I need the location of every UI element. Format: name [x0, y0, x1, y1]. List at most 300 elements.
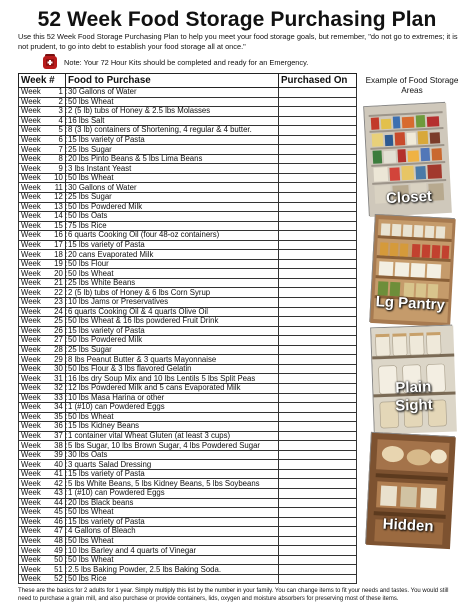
- purchased-on-cell[interactable]: [279, 431, 357, 441]
- header-purchased: Purchased On: [279, 74, 357, 88]
- week-label: Week: [21, 287, 41, 297]
- purchased-on-cell[interactable]: [279, 317, 357, 327]
- week-label: Week: [21, 163, 41, 173]
- table-row: [19, 364, 357, 374]
- purchased-on-cell[interactable]: [279, 259, 357, 269]
- table-row: [19, 135, 357, 145]
- week-colon: :: [62, 173, 68, 183]
- week-cell: [19, 240, 66, 250]
- food-cell: 3 lbs Instant Yeast: [66, 164, 279, 174]
- week-cell: [19, 202, 66, 212]
- week-colon: :: [62, 507, 68, 517]
- kit-note: Note: Your 72 Hour Kits should be completed and ready for an Emergency.: [64, 58, 309, 67]
- week-label: Week: [21, 154, 41, 164]
- table-row: [19, 212, 357, 222]
- week-number: 21: [54, 278, 63, 288]
- purchased-on-cell[interactable]: [279, 193, 357, 203]
- week-label: Week: [21, 364, 41, 374]
- week-label: Week: [21, 574, 41, 584]
- week-number: 28: [54, 345, 63, 355]
- purchased-on-cell[interactable]: [279, 107, 357, 117]
- food-cell: 2 (5 lb) tubs of Honey & 2.5 lbs Molasses: [66, 107, 279, 117]
- table-row: [19, 527, 357, 537]
- purchased-on-cell[interactable]: [279, 469, 357, 479]
- purchased-on-cell[interactable]: [279, 288, 357, 298]
- purchased-on-cell[interactable]: [279, 345, 357, 355]
- food-cell: 20 lbs Pinto Beans & 5 lbs Lima Beans: [66, 154, 279, 164]
- week-label: Week: [21, 173, 41, 183]
- week-label: Week: [21, 507, 41, 517]
- week-number: 46: [54, 516, 63, 526]
- purchased-on-cell[interactable]: [279, 383, 357, 393]
- purchased-on-cell[interactable]: [279, 374, 357, 384]
- table-row: [19, 488, 357, 498]
- table-row: [19, 422, 357, 432]
- week-colon: :: [62, 430, 68, 440]
- week-number: 26: [54, 325, 63, 335]
- week-number: 45: [54, 507, 63, 517]
- purchased-on-cell[interactable]: [279, 536, 357, 546]
- week-label: Week: [21, 526, 41, 536]
- week-colon: :: [62, 411, 68, 421]
- week-cell: [19, 469, 66, 479]
- week-cell: [19, 183, 66, 193]
- week-colon: :: [62, 354, 68, 364]
- week-cell: [19, 393, 66, 403]
- table-row: [19, 221, 357, 231]
- week-number: 17: [54, 240, 63, 250]
- food-cell: 15 lbs variety of Pasta: [66, 240, 279, 250]
- purchased-on-cell[interactable]: [279, 479, 357, 489]
- week-number: 4: [58, 115, 63, 125]
- week-cell: [19, 364, 66, 374]
- food-cell: 1 container vital Wheat Gluten (at least 3 cups): [66, 431, 279, 441]
- food-cell: 5 lbs White Beans, 5 lbs Kidney Beans, 5 lbs Soybeans: [66, 479, 279, 489]
- plain-sight-caption: [373, 378, 454, 417]
- week-colon: :: [62, 163, 68, 173]
- week-colon: :: [62, 402, 68, 412]
- week-label: Week: [21, 192, 41, 202]
- purchased-on-cell[interactable]: [279, 250, 357, 260]
- week-number: 32: [54, 383, 63, 393]
- week-colon: :: [62, 96, 68, 106]
- table-row: [19, 288, 357, 298]
- plain-sight-caption-text: Plain Sight: [394, 378, 433, 415]
- week-colon: :: [62, 392, 68, 402]
- week-colon: :: [62, 555, 68, 565]
- purchased-on-cell[interactable]: [279, 145, 357, 155]
- food-cell: 15 lbs variety of Pasta: [66, 469, 279, 479]
- purchased-on-cell[interactable]: [279, 326, 357, 336]
- table-row: [19, 97, 357, 107]
- purchased-on-cell[interactable]: [279, 240, 357, 250]
- week-cell: [19, 460, 66, 470]
- emergency-kit-icon: [41, 52, 59, 70]
- week-cell: [19, 221, 66, 231]
- food-cell: 50 lbs Wheat: [66, 97, 279, 107]
- purchased-on-cell[interactable]: [279, 336, 357, 346]
- week-cell: [19, 193, 66, 203]
- week-cell: [19, 374, 66, 384]
- purchased-on-cell[interactable]: [279, 88, 357, 98]
- food-cell: 30 lbs Oats: [66, 450, 279, 460]
- week-label: Week: [21, 345, 41, 355]
- week-cell: [19, 383, 66, 393]
- table-row: [19, 546, 357, 556]
- table-row: [19, 88, 357, 98]
- week-label: Week: [21, 115, 41, 125]
- week-number: 8: [58, 154, 63, 164]
- week-label: Week: [21, 545, 41, 555]
- week-colon: :: [62, 259, 68, 269]
- closet-caption: Closet: [385, 187, 433, 208]
- purchased-on-cell[interactable]: [279, 460, 357, 470]
- food-cell: 1 (#10) can Powdered Eggs: [66, 403, 279, 413]
- table-row: [19, 202, 357, 212]
- week-cell: [19, 508, 66, 518]
- purchased-on-cell[interactable]: [279, 355, 357, 365]
- week-label: Week: [21, 402, 41, 412]
- table-row: [19, 441, 357, 451]
- week-cell: [19, 479, 66, 489]
- week-colon: :: [62, 316, 68, 326]
- week-cell: [19, 422, 66, 432]
- table-row: [19, 126, 357, 136]
- week-number: 27: [54, 335, 63, 345]
- week-number: 39: [54, 450, 63, 460]
- purchased-on-cell[interactable]: [279, 183, 357, 193]
- week-cell: [19, 317, 66, 327]
- food-cell: 25 lbs Sugar: [66, 345, 279, 355]
- week-cell: [19, 259, 66, 269]
- week-colon: :: [62, 287, 68, 297]
- food-cell: 8 (3 lb) containers of Shortening, 4 regular & 4 butter.: [66, 126, 279, 136]
- purchased-on-cell[interactable]: [279, 116, 357, 126]
- purchasing-plan-table: [18, 73, 357, 584]
- week-label: Week: [21, 182, 41, 192]
- week-cell: [19, 517, 66, 527]
- week-colon: :: [62, 421, 68, 431]
- week-label: Week: [21, 249, 41, 259]
- week-label: Week: [21, 144, 41, 154]
- table-row: [19, 326, 357, 336]
- week-label: Week: [21, 497, 41, 507]
- food-cell: 50 lbs Flour: [66, 259, 279, 269]
- purchased-on-cell[interactable]: [279, 555, 357, 565]
- purchased-on-cell[interactable]: [279, 269, 357, 279]
- purchased-on-cell[interactable]: [279, 450, 357, 460]
- week-number: 7: [58, 144, 63, 154]
- food-cell: 2 (5 lb) tubs of Honey & 6 lbs Corn Syrup: [66, 288, 279, 298]
- food-cell: 25 lbs Sugar: [66, 193, 279, 203]
- week-label: Week: [21, 297, 41, 307]
- table-row: [19, 555, 357, 565]
- food-cell: 50 lbs Flour & 3 lbs flavored Gelatin: [66, 364, 279, 374]
- purchased-on-cell[interactable]: [279, 364, 357, 374]
- week-colon: :: [62, 383, 68, 393]
- table-row: [19, 431, 357, 441]
- week-cell: [19, 555, 66, 565]
- week-colon: :: [62, 192, 68, 202]
- week-cell: [19, 126, 66, 136]
- food-cell: 50 lbs Rice: [66, 574, 279, 584]
- examples-title: Example of Food Storage Areas: [365, 76, 459, 95]
- food-cell: 2.5 lbs Baking Powder, 2.5 lbs Baking Soda.: [66, 565, 279, 575]
- table-row: [19, 164, 357, 174]
- week-label: Week: [21, 325, 41, 335]
- table-row: [19, 336, 357, 346]
- purchased-on-cell[interactable]: [279, 212, 357, 222]
- week-label: Week: [21, 268, 41, 278]
- week-label: Week: [21, 96, 41, 106]
- week-number: 18: [54, 249, 63, 259]
- week-number: 24: [54, 306, 63, 316]
- table-row: [19, 565, 357, 575]
- week-cell: [19, 88, 66, 98]
- food-cell: 16 lbs Salt: [66, 116, 279, 126]
- footer-note: These are the basics for 2 adults for 1 year. Simply multiply this list by the number in your family. You can change items to fit your needs and tastes. You would still need to purchase a grain mill, and also purchase or provide containers, lids, oxygen and moisture absorbers for preserving most of these items.: [18, 588, 449, 602]
- week-colon: :: [62, 125, 68, 135]
- week-number: 12: [54, 192, 63, 202]
- week-cell: [19, 173, 66, 183]
- purchased-on-cell[interactable]: [279, 403, 357, 413]
- header-week: Week #: [19, 74, 66, 88]
- week-number: 50: [54, 555, 63, 565]
- week-label: Week: [21, 87, 41, 97]
- food-cell: 50 lbs Oats: [66, 212, 279, 222]
- purchased-on-cell[interactable]: [279, 298, 357, 308]
- week-number: 33: [54, 392, 63, 402]
- purchased-on-cell[interactable]: [279, 126, 357, 136]
- week-number: 40: [54, 459, 63, 469]
- table-row: [19, 536, 357, 546]
- table-row: [19, 298, 357, 308]
- purchased-on-cell[interactable]: [279, 565, 357, 575]
- week-number: 42: [54, 478, 63, 488]
- week-colon: :: [62, 488, 68, 498]
- week-number: 30: [54, 364, 63, 374]
- week-number: 11: [54, 182, 63, 192]
- purchased-on-cell[interactable]: [279, 307, 357, 317]
- week-colon: :: [62, 526, 68, 536]
- week-cell: [19, 536, 66, 546]
- week-cell: [19, 135, 66, 145]
- purchased-on-cell[interactable]: [279, 173, 357, 183]
- food-cell: 10 lbs Masa Harina or other: [66, 393, 279, 403]
- week-label: Week: [21, 220, 41, 230]
- table-row: [19, 355, 357, 365]
- week-number: 20: [54, 268, 63, 278]
- table-row: [19, 317, 357, 327]
- week-colon: :: [62, 268, 68, 278]
- week-colon: :: [62, 201, 68, 211]
- week-number: 9: [58, 163, 63, 173]
- hidden-caption: Hidden: [382, 515, 434, 536]
- week-cell: [19, 574, 66, 584]
- food-cell: 50 lbs Wheat: [66, 269, 279, 279]
- week-number: 41: [54, 469, 63, 479]
- week-label: Week: [21, 240, 41, 250]
- week-number: 19: [54, 259, 63, 269]
- week-label: Week: [21, 421, 41, 431]
- week-label: Week: [21, 306, 41, 316]
- table-row: [19, 469, 357, 479]
- week-number: 48: [54, 535, 63, 545]
- week-label: Week: [21, 135, 41, 144]
- week-label: Week: [21, 383, 41, 393]
- table-row: [19, 231, 357, 241]
- week-colon: :: [62, 306, 68, 316]
- purchased-on-cell[interactable]: [279, 527, 357, 537]
- week-label: Week: [21, 230, 41, 240]
- week-number: 22: [54, 287, 63, 297]
- week-label: Week: [21, 478, 41, 488]
- week-colon: :: [62, 373, 68, 383]
- week-colon: :: [62, 545, 68, 555]
- purchased-on-cell[interactable]: [279, 412, 357, 422]
- purchased-on-cell[interactable]: [279, 221, 357, 231]
- week-cell: [19, 326, 66, 336]
- week-label: Week: [21, 316, 41, 326]
- week-colon: :: [62, 345, 68, 355]
- food-cell: 6 quarts Cooking Oil (four 48-oz containers): [66, 231, 279, 241]
- week-colon: :: [62, 144, 68, 154]
- table-row: [19, 154, 357, 164]
- table-row: [19, 278, 357, 288]
- table-row: [19, 345, 357, 355]
- week-label: Week: [21, 354, 41, 364]
- week-number: 1: [58, 87, 63, 97]
- purchased-on-cell[interactable]: [279, 498, 357, 508]
- purchased-on-cell[interactable]: [279, 393, 357, 403]
- table-row: [19, 517, 357, 527]
- page-title: 52 Week Food Storage Purchasing Plan: [37, 8, 437, 31]
- purchased-on-cell[interactable]: [279, 441, 357, 451]
- week-colon: :: [62, 87, 68, 97]
- week-number: 6: [58, 135, 63, 144]
- purchased-on-cell[interactable]: [279, 508, 357, 518]
- table-row: [19, 460, 357, 470]
- week-cell: [19, 336, 66, 346]
- week-colon: :: [62, 106, 68, 116]
- food-cell: 4 Gallons of Bleach: [66, 527, 279, 537]
- week-label: Week: [21, 555, 41, 565]
- purchased-on-cell[interactable]: [279, 154, 357, 164]
- table-row: [19, 393, 357, 403]
- week-cell: [19, 278, 66, 288]
- week-number: 5: [58, 125, 63, 135]
- week-colon: :: [62, 220, 68, 230]
- purchased-on-cell[interactable]: [279, 517, 357, 527]
- food-cell: 20 cans Evaporated Milk: [66, 250, 279, 260]
- purchased-on-cell[interactable]: [279, 231, 357, 241]
- week-number: 3: [58, 106, 63, 116]
- week-number: 10: [54, 173, 63, 183]
- table-row: [19, 240, 357, 250]
- food-cell: 50 lbs Wheat: [66, 536, 279, 546]
- week-number: 51: [54, 564, 63, 574]
- food-cell: 15 lbs variety of Pasta: [66, 517, 279, 527]
- week-number: 49: [54, 545, 63, 555]
- food-cell: 50 lbs Wheat: [66, 412, 279, 422]
- food-cell: 50 lbs Wheat: [66, 508, 279, 518]
- week-cell: [19, 250, 66, 260]
- week-colon: :: [62, 450, 68, 460]
- week-label: Week: [21, 411, 41, 421]
- week-number: 29: [54, 354, 63, 364]
- week-number: 13: [54, 201, 63, 211]
- week-number: 47: [54, 526, 63, 536]
- week-label: Week: [21, 392, 41, 402]
- food-cell: 15 lbs variety of Pasta: [66, 326, 279, 336]
- table-row: [19, 508, 357, 518]
- week-cell: [19, 116, 66, 126]
- closet-photo: [363, 102, 451, 216]
- purchased-on-cell[interactable]: [279, 97, 357, 107]
- food-cell: 12 lbs Powdered Milk and 5 cans Evaporated Milk: [66, 383, 279, 393]
- week-colon: :: [62, 115, 68, 125]
- table-row: [19, 307, 357, 317]
- week-colon: :: [62, 249, 68, 259]
- purchased-on-cell[interactable]: [279, 546, 357, 556]
- week-label: Week: [21, 106, 41, 116]
- week-label: Week: [21, 488, 41, 498]
- week-label: Week: [21, 469, 41, 479]
- week-label: Week: [21, 430, 41, 440]
- week-colon: :: [62, 459, 68, 469]
- table-row: [19, 116, 357, 126]
- week-cell: [19, 498, 66, 508]
- food-cell: 50 lbs Wheat: [66, 555, 279, 565]
- table-row: [19, 412, 357, 422]
- purchased-on-cell[interactable]: [279, 135, 357, 145]
- week-number: 16: [54, 230, 63, 240]
- purchased-on-cell[interactable]: [279, 488, 357, 498]
- header-food: Food to Purchase: [66, 74, 279, 88]
- week-cell: [19, 212, 66, 222]
- week-number: 52: [54, 574, 63, 584]
- purchased-on-cell[interactable]: [279, 164, 357, 174]
- week-number: 36: [54, 421, 63, 431]
- purchased-on-cell[interactable]: [279, 278, 357, 288]
- week-label: Week: [21, 125, 41, 135]
- purchased-on-cell[interactable]: [279, 202, 357, 212]
- week-colon: :: [62, 325, 68, 335]
- week-label: Week: [21, 211, 41, 221]
- week-colon: :: [62, 211, 68, 221]
- week-colon: :: [62, 564, 68, 574]
- week-number: 31: [54, 373, 63, 383]
- week-label: Week: [21, 535, 41, 545]
- week-cell: [19, 488, 66, 498]
- table-row: [19, 374, 357, 384]
- week-cell: [19, 403, 66, 413]
- week-colon: :: [62, 297, 68, 307]
- week-colon: :: [62, 335, 68, 345]
- purchased-on-cell[interactable]: [279, 422, 357, 432]
- table-row: [19, 183, 357, 193]
- week-colon: :: [62, 278, 68, 288]
- food-cell: 25 lbs White Beans: [66, 278, 279, 288]
- week-colon: :: [62, 535, 68, 545]
- purchased-on-cell[interactable]: [279, 574, 357, 584]
- week-number: 25: [54, 316, 63, 326]
- table-header-row: [19, 74, 357, 88]
- table-row: [19, 259, 357, 269]
- week-label: Week: [21, 278, 41, 288]
- week-cell: [19, 154, 66, 164]
- food-cell: 30 Gallons of Water: [66, 88, 279, 98]
